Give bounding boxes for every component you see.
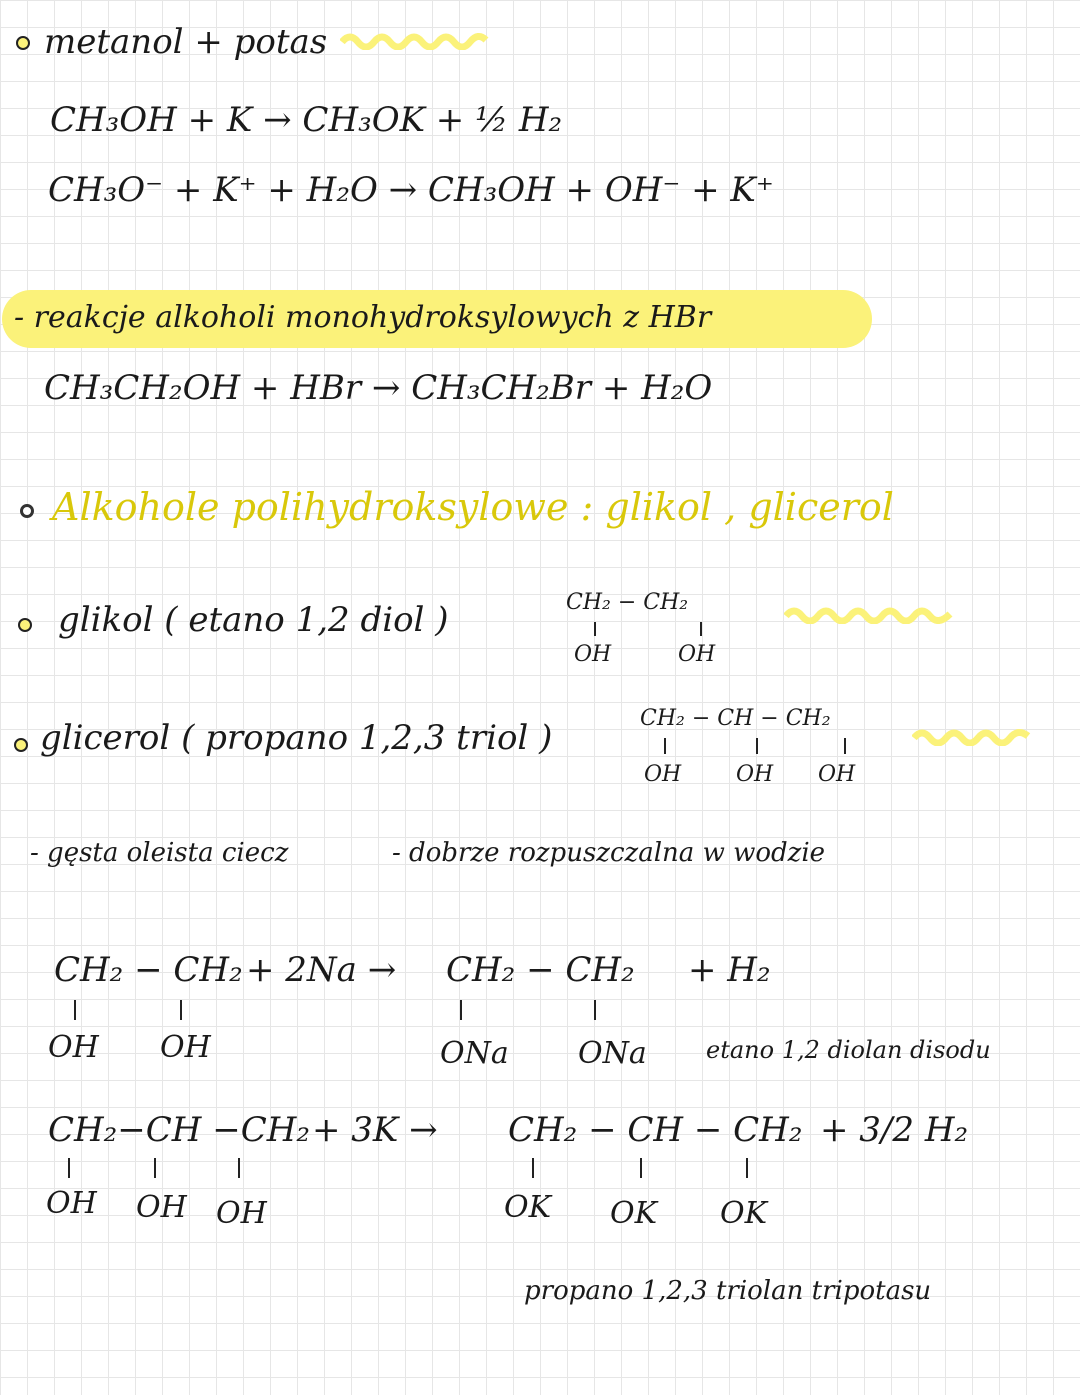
heading-metanol-potas: metanol + potas: [44, 22, 328, 62]
rxn-k-oh-3: OH: [216, 1196, 267, 1231]
rxn-na-oh-1: OH: [48, 1030, 99, 1065]
glikol-formula-top: CH₂ − CH₂: [566, 590, 689, 615]
rxn-na-ona-2: ONa: [578, 1036, 647, 1071]
heading-alkohole: Alkohole polihydroksylowe : glikol , glicerol: [52, 485, 894, 529]
rxn-na-plus: + 2Na →: [246, 950, 397, 990]
rxn-na-product-name: etano 1,2 diolan disodu: [706, 1036, 991, 1064]
property-1: - gęsta oleista ciecz: [30, 838, 289, 868]
rxn-na-ona-1: ONa: [440, 1036, 509, 1071]
rxn-k-plus: + 3K →: [312, 1110, 438, 1150]
rxn-na-left: CH₂ − CH₂: [54, 950, 243, 990]
rxn-k-right: CH₂ − CH − CH₂: [508, 1110, 803, 1150]
equation-1: CH₃OH + K → CH₃OK + ½ H₂: [50, 100, 563, 140]
rxn-na-bond-1: [74, 1000, 76, 1020]
heading-reakcje: - reakcje alkoholi monohydroksylowych z HBr: [14, 300, 712, 335]
glicerol-oh-2: OH: [736, 762, 774, 787]
rxn-k-oh-1: OH: [46, 1186, 97, 1221]
glicerol-bond-1: [664, 738, 666, 754]
bullet-1: [16, 36, 30, 50]
glikol-bond-2: [700, 622, 702, 636]
glicerol-label: glicerol ( propano 1,2,3 triol ): [40, 718, 553, 758]
glicerol-formula-top: CH₂ − CH − CH₂: [640, 706, 831, 731]
rxn-k-product-name: propano 1,2,3 triolan tripotasu: [524, 1276, 932, 1306]
rxn-na-bond-2: [180, 1000, 182, 1020]
glicerol-oh-1: OH: [644, 762, 682, 787]
rxn-k-ok-1: OK: [504, 1190, 552, 1225]
rxn-k-left: CH₂−CH −CH₂: [48, 1110, 311, 1150]
bullet-2: [20, 504, 34, 518]
bullet-3: [18, 618, 32, 632]
rxn-na-right: CH₂ − CH₂: [446, 950, 635, 990]
rxn-k-bond-4: [532, 1158, 534, 1178]
rxn-k-bond-2: [154, 1158, 156, 1178]
glikol-oh-1: OH: [574, 642, 612, 667]
rxn-k-bond-5: [640, 1158, 642, 1178]
glicerol-bond-3: [844, 738, 846, 754]
glicerol-bond-2: [756, 738, 758, 754]
glikol-bond-1: [594, 622, 596, 636]
rxn-na-bond-3: [460, 1000, 462, 1020]
equation-3: CH₃CH₂OH + HBr → CH₃CH₂Br + H₂O: [44, 368, 713, 408]
rxn-na-oh-2: OH: [160, 1030, 211, 1065]
glikol-oh-2: OH: [678, 642, 716, 667]
glikol-label: glikol ( etano 1,2 diol ): [58, 600, 449, 640]
rxn-k-ok-2: OK: [610, 1196, 658, 1231]
property-2: - dobrze rozpuszczalna w wodzie: [392, 838, 826, 868]
rxn-k-oh-2: OH: [136, 1190, 187, 1225]
glicerol-oh-3: OH: [818, 762, 856, 787]
bullet-4: [14, 738, 28, 752]
rxn-k-ok-3: OK: [720, 1196, 768, 1231]
squiggle-highlight-1: [340, 30, 490, 50]
rxn-na-h2: + H₂: [688, 950, 771, 990]
squiggle-highlight-2: [784, 604, 954, 624]
equation-2: CH₃O⁻ + K⁺ + H₂O → CH₃OH + OH⁻ + K⁺: [48, 170, 774, 210]
rxn-k-bond-6: [746, 1158, 748, 1178]
squiggle-highlight-3: [912, 726, 1032, 746]
rxn-k-bond-3: [238, 1158, 240, 1178]
rxn-k-h2: + 3/2 H₂: [820, 1110, 969, 1150]
rxn-na-bond-4: [594, 1000, 596, 1020]
rxn-k-bond-1: [68, 1158, 70, 1178]
